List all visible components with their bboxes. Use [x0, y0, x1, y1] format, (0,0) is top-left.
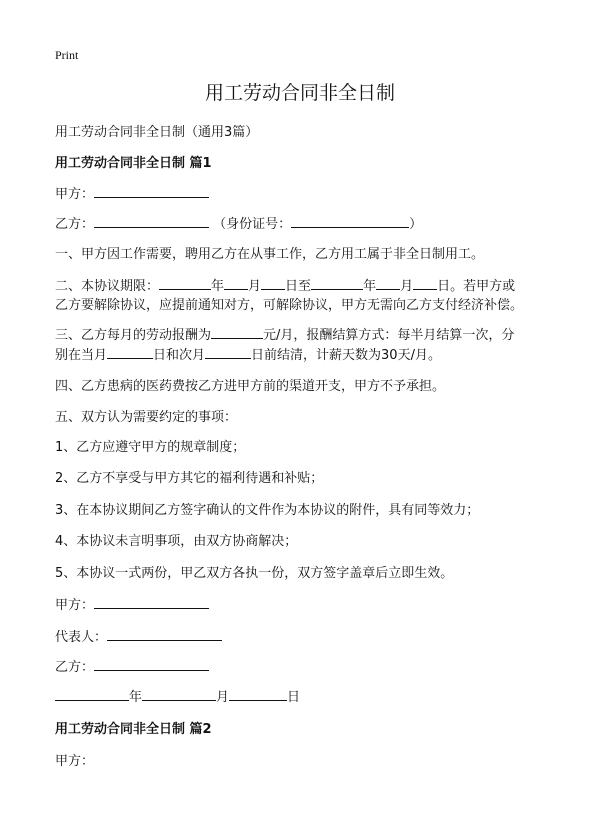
day-to-label: 日至	[285, 279, 312, 294]
sign-party-a-blank	[94, 595, 209, 609]
next-month-day-blank	[205, 345, 251, 359]
sign-party-a-label: 甲方：	[55, 598, 95, 613]
sign-month-blank	[142, 687, 216, 701]
sign-year-label: 年	[129, 690, 143, 705]
clause-1: 一、甲方因工作需要，聘用乙方在从事工作，乙方用工属于非全日制用工。	[55, 247, 485, 262]
clause-3-c: 日前结清，计薪天数为30天/月。	[251, 348, 441, 363]
sign-month-label: 月	[216, 690, 230, 705]
day-label: 日	[437, 279, 451, 294]
start-year-blank	[159, 276, 211, 290]
party-b-label: 乙方：	[55, 217, 95, 232]
party-a-label: 甲方：	[55, 187, 95, 202]
end-day-blank	[413, 276, 437, 290]
sign-party-b-blank	[94, 657, 209, 671]
item-5: 5、本协议一式两份，甲乙双方各执一份，双方签字盖章后立即生效。	[55, 566, 454, 581]
sign-representative-blank	[107, 627, 222, 641]
sign-year-blank	[55, 687, 129, 701]
document-title: 用工劳动合同非全日制	[204, 82, 395, 104]
start-month-blank	[224, 276, 248, 290]
party-a-blank	[94, 184, 209, 198]
party-b-line	[55, 213, 422, 232]
clause-2-suffix: 。若甲方或	[450, 279, 516, 294]
id-label: （身份证号：	[213, 217, 292, 232]
print-label[interactable]: Print	[55, 48, 79, 62]
wage-blank	[211, 325, 263, 339]
item-2: 2、乙方不享受与甲方其它的福利待遇和补贴；	[55, 471, 324, 486]
current-month-day-blank	[107, 345, 153, 359]
clause-2-line1	[55, 275, 515, 294]
clause-3-prefix: 三、乙方每月的劳动报酬为	[55, 328, 212, 343]
end-year-blank	[311, 276, 363, 290]
sign-representative-line	[55, 626, 222, 645]
item-4: 4、本协议未言明事项，由双方协商解决；	[55, 534, 298, 549]
sign-representative-label: 代表人：	[55, 630, 108, 645]
year-label-2: 年	[363, 279, 377, 294]
clause-3-a: 别在当月	[55, 348, 108, 363]
end-month-blank	[376, 276, 400, 290]
year-label: 年	[211, 279, 225, 294]
section1-heading: 用工劳动合同非全日制 篇1	[55, 156, 212, 171]
party-b-blank	[94, 214, 209, 228]
start-day-blank	[261, 276, 285, 290]
clause-2-prefix: 二、本协议期限：	[55, 279, 160, 294]
document-subtitle: 用工劳动合同非全日制（通用3篇）	[55, 125, 259, 140]
sign-day-label: 日	[287, 690, 301, 705]
section2-heading: 用工劳动合同非全日制 篇2	[55, 722, 212, 737]
item-3: 3、在本协议期间乙方签字确认的文件作为本协议的附件，具有同等效力；	[55, 503, 480, 518]
clause-2-line2: 乙方要解除协议，应提前通知对方，可解除协议，甲方无需向乙方支付经济补偿。	[55, 298, 524, 313]
section2-party-a-label: 甲方：	[55, 754, 95, 769]
sign-date-line	[55, 686, 300, 705]
sign-party-b-line	[55, 656, 209, 675]
month-label-2: 月	[400, 279, 414, 294]
party-a-line	[55, 183, 209, 202]
id-blank	[291, 214, 409, 228]
clause-5: 五、双方认为需要约定的事项：	[55, 410, 238, 425]
month-label: 月	[248, 279, 262, 294]
item-1: 1、乙方应遵守甲方的规章制度；	[55, 440, 246, 455]
sign-party-a-line	[55, 594, 209, 613]
clause-3-line1	[55, 324, 514, 343]
sign-day-blank	[229, 687, 287, 701]
id-close: ）	[409, 217, 423, 232]
clause-3-b: 日和次月	[153, 348, 206, 363]
clause-3-line2	[55, 344, 441, 363]
clause-4: 四、乙方患病的医药费按乙方进甲方前的渠道开支，甲方不予承担。	[55, 379, 446, 394]
sign-party-b-label: 乙方：	[55, 660, 95, 675]
clause-3-mid: 元/月，报酬结算方式：每半月结算一次，分	[263, 328, 515, 343]
